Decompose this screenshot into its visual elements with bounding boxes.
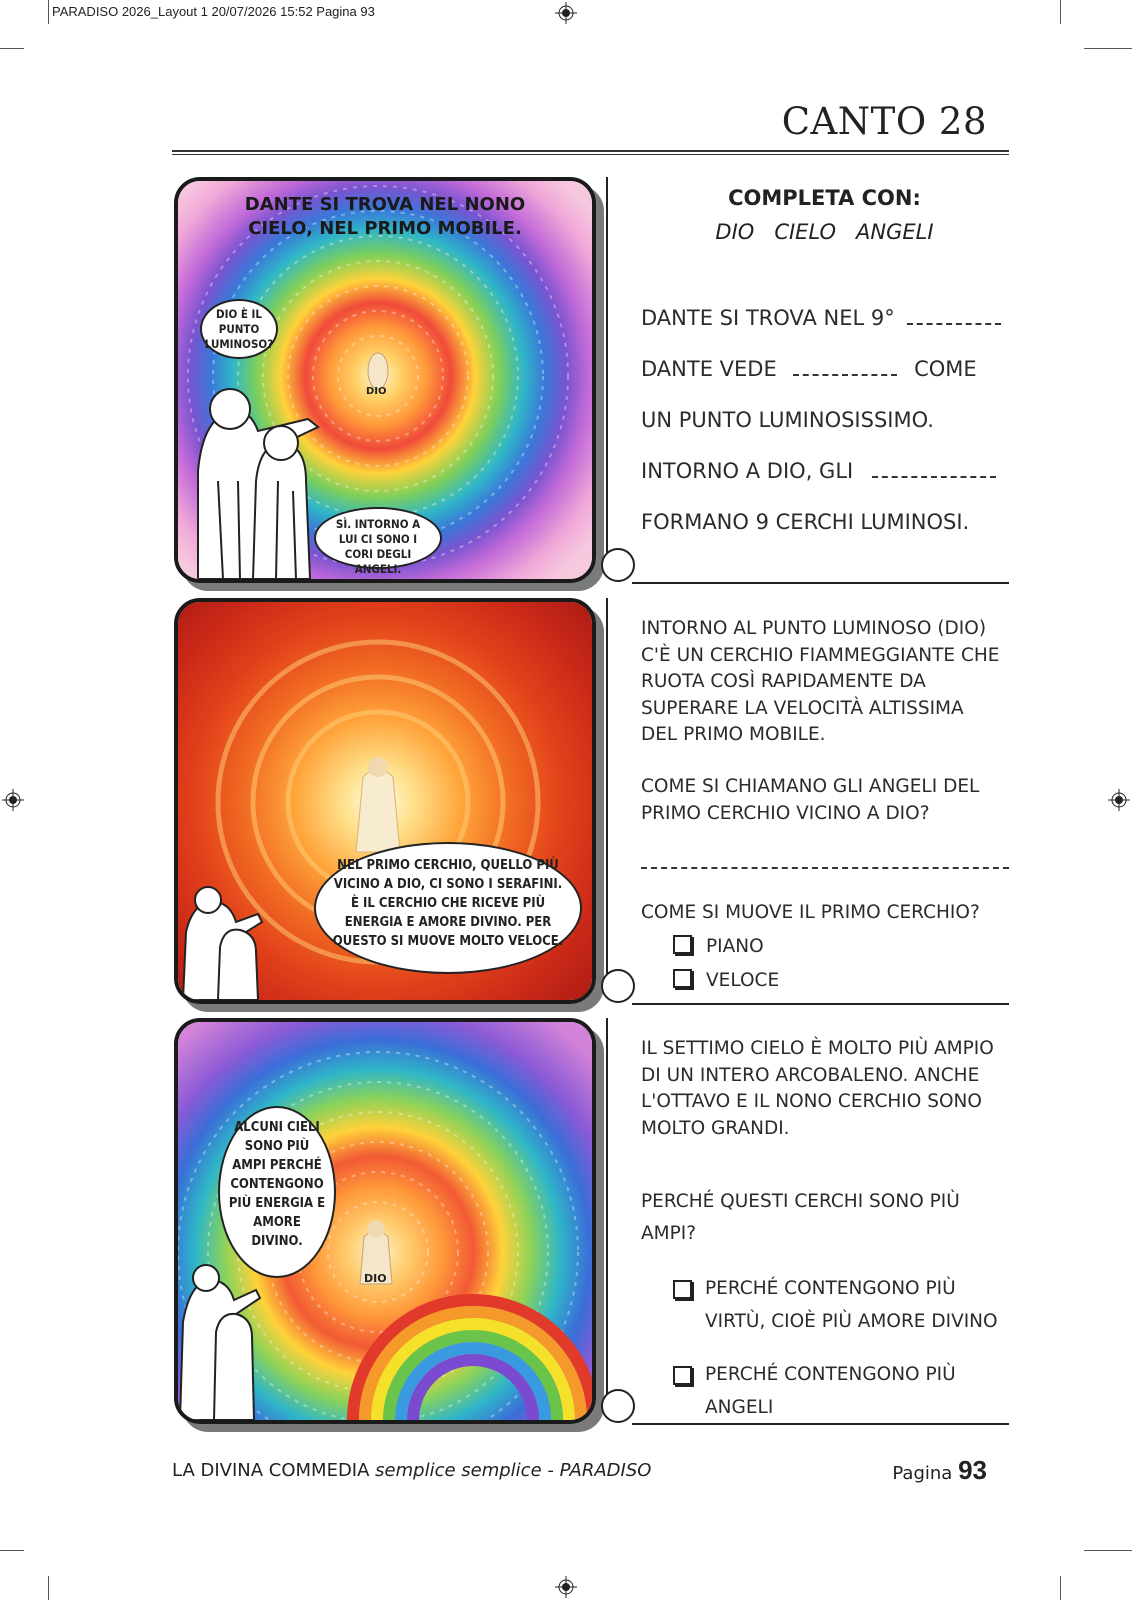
speech-bubble-question: DIO È IL PUNTO LUMINOSO?: [200, 299, 278, 359]
fill-line-1: [641, 306, 1001, 330]
fill-line-text: DANTE SI TROVA NEL 9°: [641, 306, 895, 330]
exercise-question: PERCHÉ QUESTI CERCHI SONO PIÙ AMPI?: [641, 1191, 960, 1244]
speech-bubble-answer: SÌ. INTORNO A LUI CI SONO I CORI DEGLI ANGELI.: [314, 507, 442, 569]
crop-mark: [1084, 48, 1132, 49]
crop-mark: [0, 1550, 24, 1551]
crop-mark: [1060, 1576, 1061, 1600]
exercise-paragraph: INTORNO AL PUNTO LUMINOSO (DIO) C'È UN CERCHIO FIAMMEGGIANTE CHE RUOTA COSÌ RAPIDAMENTE DA SUPERARE LA VELOCITÀ ALTISSIMA DEL PRIMO MOBILE.: [641, 618, 1000, 745]
dio-label: DIO: [366, 386, 387, 397]
section-border: [606, 1018, 608, 1404]
footer-book: LA DIVINA COMMEDIA: [172, 1460, 370, 1481]
blank-field[interactable]: [872, 466, 996, 478]
fill-line-2: [641, 357, 977, 381]
corner-circle: [601, 1389, 635, 1423]
blank-field[interactable]: [907, 313, 1001, 325]
page-label: Pagina: [892, 1463, 953, 1484]
crop-mark: [1060, 0, 1061, 24]
fill-line-3: UN PUNTO LUMINOSISSIMO.: [641, 408, 934, 432]
checkbox[interactable]: [673, 1366, 692, 1385]
dio-label: DIO: [364, 1272, 387, 1285]
footer-subtitle: semplice semplice - PARADISO: [375, 1460, 652, 1481]
page-number-value: 93: [958, 1455, 987, 1485]
print-slug: PARADISO 2026_Layout 1 20/07/2026 15:52 Pagina 93: [52, 4, 375, 19]
option-angeli[interactable]: [673, 1358, 1009, 1424]
footer-book-title: [172, 1460, 651, 1481]
exercise-paragraph: IL SETTIMO CIELO È MOLTO PIÙ AMPIO DI UN INTERO ARCOBALENO. ANCHE L'OTTAVO E IL NONO CERCHIO SONO MOLTO GRANDI.: [641, 1038, 994, 1139]
blank-field[interactable]: [793, 364, 897, 376]
section-border: [632, 1003, 1009, 1005]
option-label: PERCHÉ CONTENGONO PIÙ ANGELI: [705, 1364, 956, 1418]
option-piano[interactable]: [673, 934, 764, 961]
fill-line-text: INTORNO A DIO, GLI: [641, 459, 854, 483]
registration-mark-icon: [1108, 789, 1130, 811]
header-rule: [172, 154, 1009, 155]
checkbox[interactable]: [673, 1280, 692, 1299]
exercise-heading: COMPLETA CON:: [728, 186, 921, 210]
comic-panel-seraphim: [174, 598, 596, 1004]
crop-mark: [0, 48, 24, 49]
comic-panel-ninth-heaven: [174, 177, 596, 583]
option-label: VELOCE: [706, 970, 780, 991]
exercise-question: COME SI MUOVE IL PRIMO CERCHIO?: [641, 902, 980, 923]
registration-mark-icon: [555, 1576, 577, 1598]
panel-caption: DANTE SI TROVA NEL NONO CIELO, NEL PRIMO MOBILE.: [244, 194, 526, 239]
speech-bubble-wider: ALCUNI CIELI SONO PIÙ AMPI PERCHÉ CONTENGONO PIÙ ENERGIA E AMORE DIVINO.: [218, 1106, 336, 1278]
comic-panel-wider-heavens: [174, 1018, 596, 1424]
option-virtu[interactable]: [673, 1272, 1009, 1338]
option-label: PIANO: [706, 936, 764, 957]
checkbox[interactable]: [673, 935, 692, 954]
crop-mark: [48, 1576, 49, 1600]
header-rule: [172, 150, 1009, 152]
exercise-question: COME SI CHIAMANO GLI ANGELI DEL PRIMO CERCHIO VICINO A DIO?: [641, 776, 980, 824]
crop-mark: [1084, 1550, 1132, 1551]
fill-line-text: DANTE VEDE: [641, 357, 777, 381]
fill-line-4: [641, 459, 996, 483]
option-veloce[interactable]: [673, 968, 779, 995]
registration-mark-icon: [2, 789, 24, 811]
page-number: [892, 1455, 987, 1486]
answer-line[interactable]: [641, 867, 1009, 869]
corner-circle: [601, 969, 635, 1003]
registration-mark-icon: [555, 2, 577, 24]
fill-line-5: FORMANO 9 CERCHI LUMINOSI.: [641, 510, 970, 534]
fill-line-text: COME: [914, 357, 977, 381]
checkbox[interactable]: [673, 969, 692, 988]
speech-bubble-seraphim: NEL PRIMO CERCHIO, QUELLO PIÙ VICINO A DIO, CI SONO I SERAFINI. È IL CERCHIO CHE RICEVE PIÙ ENERGIA E AMORE DIVINO. PER QUESTO SI MUOVE MOLTO VELOCE.: [314, 842, 582, 974]
section-border: [632, 582, 1009, 584]
word-bank: DIO CIELO ANGELI: [715, 220, 934, 244]
crop-mark: [48, 0, 49, 24]
section-border: [606, 177, 608, 563]
corner-circle: [601, 548, 635, 582]
page-title: CANTO 28: [781, 100, 987, 143]
option-label: PERCHÉ CONTENGONO PIÙ VIRTÙ, CIOÈ PIÙ AMORE DIVINO: [705, 1278, 998, 1332]
section-border: [606, 598, 608, 984]
